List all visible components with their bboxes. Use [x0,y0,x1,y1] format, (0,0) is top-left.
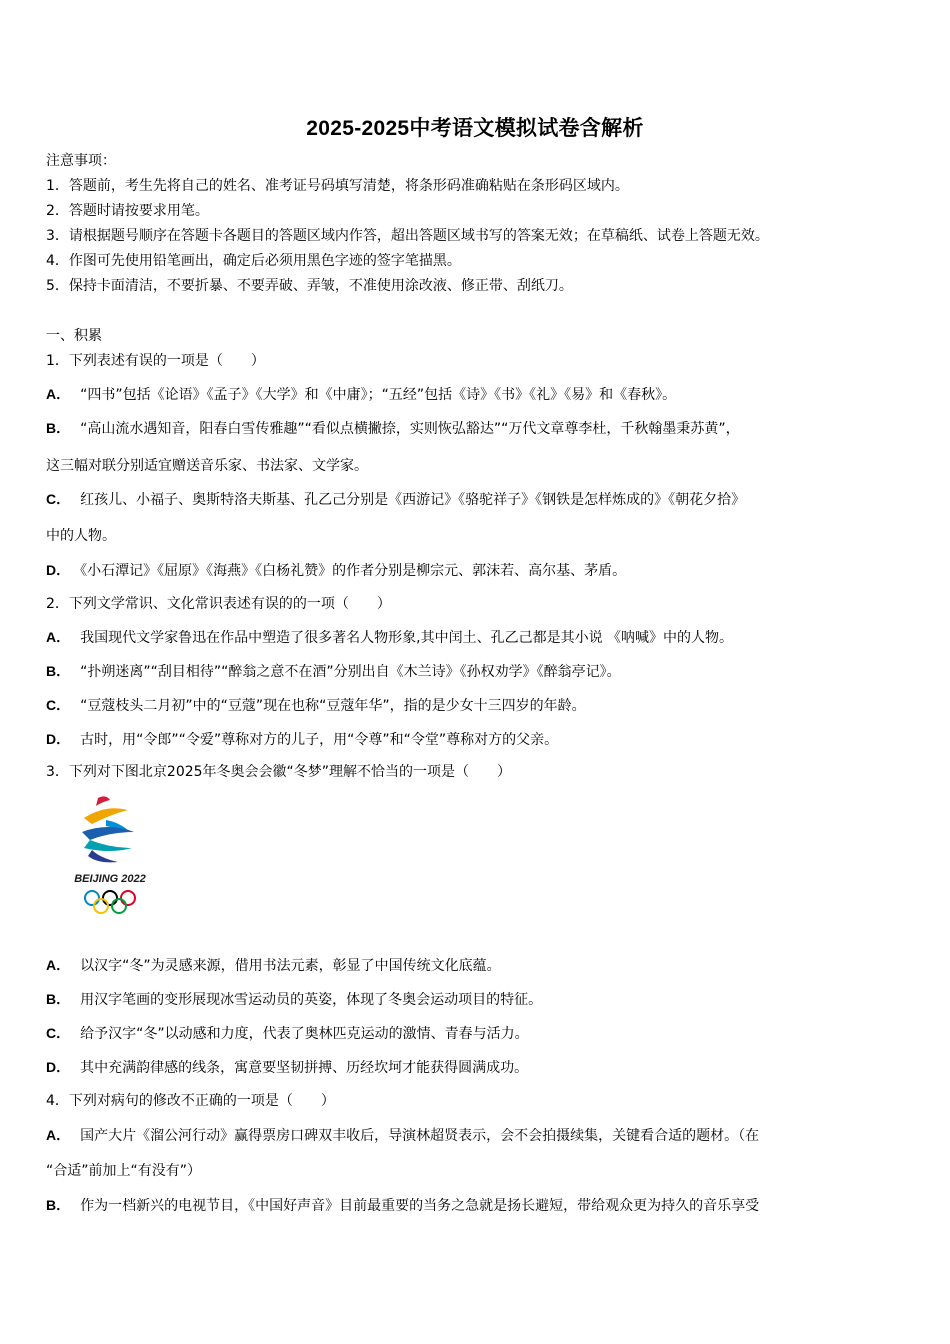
section-heading: 一、积累 [46,328,102,344]
option-label: B． [46,420,71,436]
question-4-option-b [46,1195,906,1216]
question-1-option-a [46,384,906,405]
question-1-option-d [46,560,906,581]
question-3-option-b [46,989,906,1010]
emblem-icon [62,792,158,924]
question-3-option-c [46,1023,906,1044]
option-label: A． [46,957,71,973]
option-text: 用汉字笔画的变形展现冰雪运动员的英姿，体现了冬奥会运动项目的特征。 [80,992,543,1008]
question-2-option-d [46,729,906,750]
option-label: B． [46,1197,71,1213]
question-3-option-a [46,955,906,976]
question-4-option-a [46,1125,906,1146]
option-text: 我国现代文学家鲁迅在作品中塑造了很多著名人物形象,其中闰土、孔乙己都是其小说 《呐喊》中的人物。 [80,630,734,646]
option-text: 给予汉字“冬”以动感和力度，代表了奥林匹克运动的激情、青春与活力。 [80,1026,529,1042]
option-text: 其中充满韵律感的线条，寓意要坚韧拼搏、历经坎坷才能获得圆满成功。 [80,1060,529,1076]
option-label: C． [46,491,71,507]
emblem-text: BEIJING 2022 [74,873,146,885]
option-text: 以汉字“冬”为灵感来源，借用书法元素，彰显了中国传统文化底蕴。 [80,958,501,974]
notice-item: 4．作图可先使用铅笔画出，确定后必须用黑色字迹的签字笔描黑。 [46,253,461,269]
question-1-option-c [46,489,906,510]
option-text: 《小石潭记》《屈原》《海燕》《白杨礼赞》的作者分别是柳宗元、郭沫若、高尔基、茅盾。 [80,563,627,579]
notice-item: 5．保持卡面清洁，不要折暴、不要弄破、弄皱，不准使用涂改液、修正带、刮纸刀。 [46,278,573,294]
question-3-stem: 3．下列对下图北京2025年冬奥会会徽“冬梦”理解不恰当的一项是（ ） [46,764,512,780]
option-text: 红孩儿、小福子、奥斯特洛夫斯基、孔乙己分别是《西游记》《骆驼祥子》《钢铁是怎样炼成的》《朝花夕拾》 [80,492,746,508]
question-2-option-c [46,695,906,716]
option-label: C． [46,1025,71,1041]
question-4-stem: 4．下列对病句的修改不正确的一项是（ ） [46,1093,335,1109]
option-text: 作为一档新兴的电视节目，《中国好声音》目前最重要的当务之急就是扬长避短，带给观众更为持久的音乐享受 [80,1198,760,1214]
option-label: C． [46,697,71,713]
option-label: A． [46,629,71,645]
notice-item: 1．答题前，考生先将自己的姓名、准考证号码填写清楚，将条形码准确粘贴在条形码区域内。 [46,178,629,194]
option-label: A． [46,386,71,402]
question-2-stem: 2．下列文学常识、文化常识表述有误的的一项（ ） [46,596,391,612]
option-label: D． [46,1059,71,1075]
option-label: B． [46,663,71,679]
option-text: “四书”包括《论语》《孟子》《大学》和《中庸》；“五经”包括《诗》《书》《礼》《易》和《春秋》。 [80,387,677,403]
option-text: “扑朔迷离”“刮目相待”“醉翁之意不在酒”分别出自《木兰诗》《孙权劝学》《醉翁亭记》。 [80,664,621,680]
option-label: D． [46,562,71,578]
question-2-option-a [46,627,906,648]
option-text: 国产大片《溜公河行动》赢得票房口碑双丰收后，导演林超贤表示，会不会拍摄续集，关键看合适的题材。（在 [80,1128,760,1144]
question-1-option-c-cont: 中的人物。 [46,528,116,544]
notice-item: 2．答题时请按要求用笔。 [46,203,209,219]
question-1-stem: 1．下列表述有误的一项是（ ） [46,353,265,369]
option-text: “高山流水遇知音，阳春白雪传雅趣”“看似点横撇捺，实则恢弘豁达”“万代文章尊李杜，千秋翰墨秉苏黄”， [80,421,740,437]
page-title: 2025-2025中考语文模拟试卷含解析 [306,117,644,140]
option-label: D． [46,731,71,747]
question-1-option-b [46,418,906,439]
option-text: 古时，用“令郎”“令爱”尊称对方的儿子，用“令尊”和“令堂”尊称对方的父亲。 [80,732,559,748]
option-label: A． [46,1127,71,1143]
notice-heading: 注意事项： [46,153,116,169]
question-4-option-a-cont: “合适”前加上“有没有”） [46,1163,202,1179]
option-label: B． [46,991,71,1007]
option-text: “豆蔻枝头二月初”中的“豆蔻”现在也称“豆蔻年华”，指的是少女十三四岁的年龄。 [80,698,586,714]
question-2-option-b [46,661,906,682]
notice-item: 3．请根据题号顺序在答题卡各题目的答题区域内作答，超出答题区域书写的答案无效；在草稿纸、试卷上答题无效。 [46,228,769,244]
question-3-option-d [46,1057,906,1078]
olympic-emblem-image [62,792,158,924]
question-1-option-b-cont: 这三幅对联分别适宜赠送音乐家、书法家、文学家。 [46,458,368,474]
